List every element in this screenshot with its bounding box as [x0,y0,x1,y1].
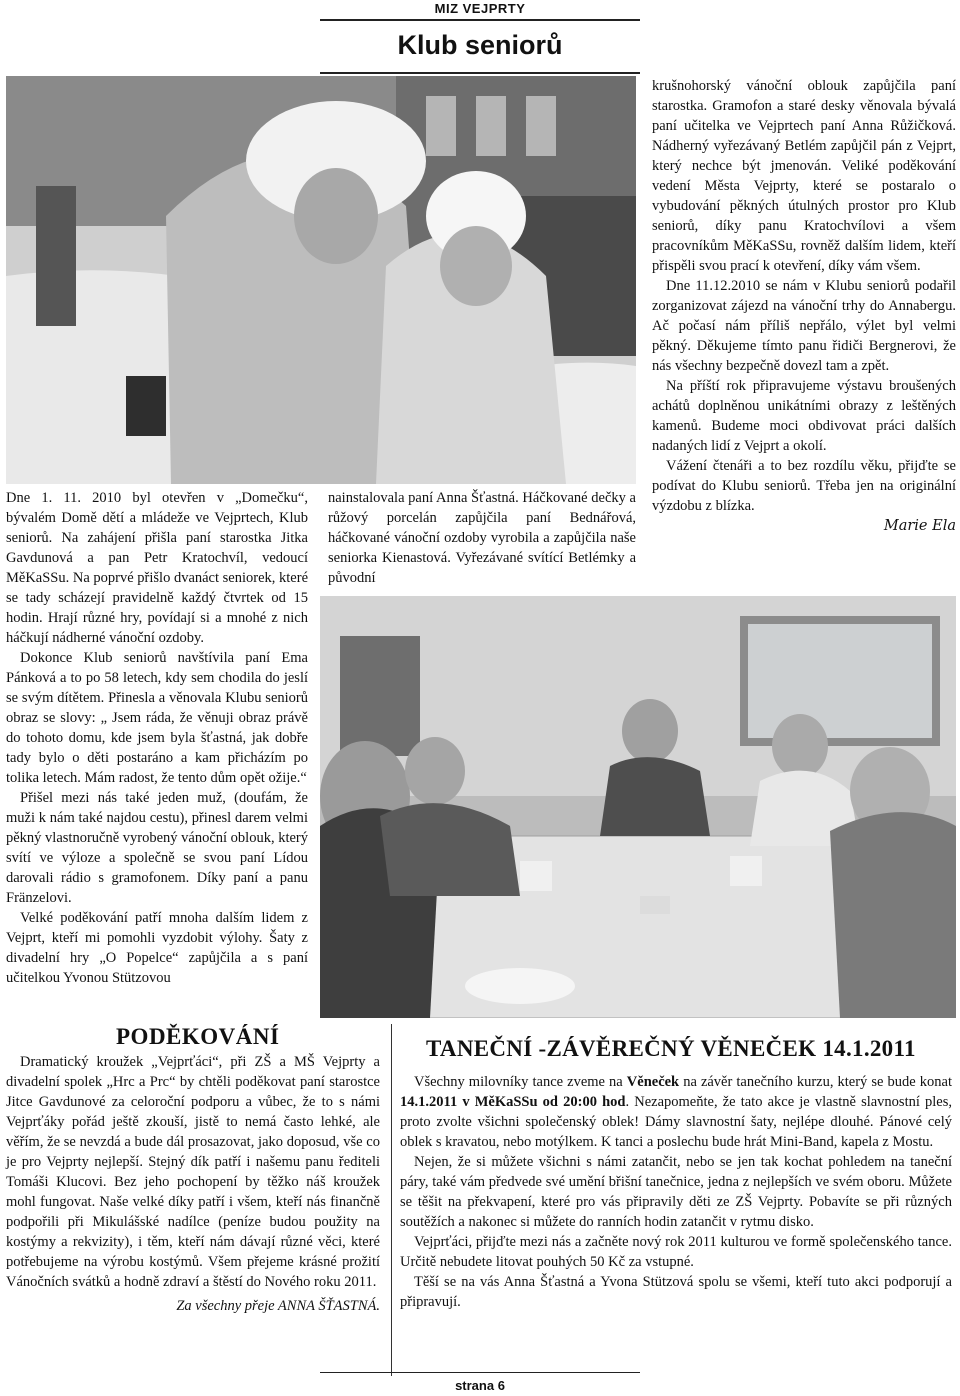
dance-paragraph: Nejen, že si můžete všichni s námi zatančit, nebo se jen tak kochat pohledem na taneční páry, také vám předvede své umění břišní tanečnice, jedna z nejlepších ve svém oboru. Můžete se těšit na překvapení, které pro vás připravily děti ze ZŠ Vejprty. Pobavíte se při různých soutěžích a nakonec si můžete do ranních hodin zatančit v rytmu disko. [400,1154,952,1230]
page-number: strana 6 [455,1378,505,1393]
author-signature: Marie Ela [883,518,956,534]
column-divider [391,1024,392,1376]
page-header-label: MIZ VEJPRTY [434,1,526,16]
thanks-article [6,1024,380,1370]
photo-seniors-winter-walk [6,76,636,484]
article-column-1 [6,488,308,1018]
article-column-2 [328,488,636,592]
article-paragraph: nainstalovala paní Anna Šťastná. Háčkované dečky a růžový porcelán zapůjčila paní Bednářová, háčkované vánoční ozdoby vyrobila a zapůjčila naše seniorka Kienastová. Vyřezávané svítící Betlémky a původní [328,490,636,586]
article-column-3 [652,76,956,592]
dance-paragraph: Vejprťáci, přijďte mezi nás a začněte nový rok 2011 kulturou ve formě společenského tance. Určitě nebudete litovat pouhých 50 Kč za vstupné. [400,1234,952,1270]
article-paragraph: Dne 1. 11. 2010 byl otevřen v „Domečku“, bývalém Domě dětí a mládeže ve Vejprtech, Klub seniorů. Na zahájení přišla paní starostka Jitka Gavdunová a pan Petr Kratochvíl, vedoucí MěKaSSu. Na poprvé přišlo dvanáct seniorek, které se tady scházejí pravidelně každý čtvrtek od 15 hodin. Hrají různé hry, povídají si a mnohé z nich háčkují nádherné vánoční ozdoby. [6,490,309,646]
section-title: Klub seniorů [397,30,563,60]
thanks-signature: Za všechny přeje ANNA ŠŤASTNÁ. [176,1298,380,1314]
thanks-title: PODĚKOVÁNÍ [116,1024,280,1049]
dance-paragraph: Těší se na vás Anna Šťastná a Yvona Stützová spolu se všemi, kteří tuto akci podporují a připravují. [400,1274,952,1310]
article-paragraph: Na příští rok připravujeme výstavu broušených achátů doplněnou unikátními obrazy z leštěných kamenů. Budeme moci obdivovat práci dalších nadaných lidí z Vejprt a okolí. [652,378,956,454]
dance-title: TANEČNÍ -ZÁVĚREČNÝ VĚNEČEK 14.1.2011 [426,1036,916,1061]
dance-article [400,1036,952,1372]
photo-seniors-at-table [320,596,956,1018]
title-rule [320,72,640,74]
article-paragraph: Dne 11.12.2010 se nám v Klubu seniorů podařil zorganizovat zájezd na vánoční trhy do Annabergu. Ač počasí nám příliš nepřálo, výlet byl velmi pěkný. Děkujeme tímto panu řidiči Bergnerovi, že nás všechny bezpečně dovezl tam a zpět. [652,278,956,374]
article-paragraph: Dokonce Klub seniorů navštívila paní Ema Pánková a to po 58 letech, kdy sem chodila do jeslí se svým dítětem. Přinesla a věnovala Klubu seniorů obraz se slovy: „ Jsem ráda, že věnuji obraz právě do tohoto domu, kde jsem byla šťastná, jak dobře tady bylo o děti postaráno a kam přicházím po tolika letech. Mám radost, že tento dům opět ožije.“ [6,650,308,786]
footer-rule [320,1372,640,1373]
article-paragraph: krušnohorský vánoční oblouk zapůjčila paní starostka. Gramofon a staré desky věnovala bývalá paní učitelka ve Vejprtech paní Anna Růžičková. Nádherný vyřezávaný Betlém zapůjčil pán z Vejprt, který nechce být jmenován. Veliké poděkování vedení Města Vejprty, které se postaralo o vybudování pěkných útulných prostor pro Klub seniorů, díky panu Kratochvílovi a všem pracovníkům MěKaSSu, rovněž dalším lidem, kteří přispěli svou prací k otevření, díky vám všem. [652,78,956,274]
dance-paragraph: Všechny milovníky tance zveme na Věneček na závěr tanečního kurzu, který se bude konat 14.1.2011 v MěKaSSu od 20:00 hod. Nezapomeňte, že tato akce je vlastně slavnostní ples, proto zvolte všichni společenský oblek! Dámy slavnostní šaty, nejlépe dlouhé. Pánové celý oblek s kravatou, nebo motýlkem. K tanci a poslechu bude hrát Mini-Band, kapela z Mostu. [400,1074,952,1150]
header-rule [320,19,640,21]
thanks-body: Dramatický kroužek „Vejprťáci“, při ZŠ a MŠ Vejprty a divadelní spolek „Hrc a Prc“ by chtěli poděkovat paní starostce Jitce Gavdunové za celoroční podporu a vůbec, že to s námi Vejprťáky pořád ještě zkouší, jistě to nemá často lehké, ale věřím, že se nevzdá a bude dál prosazovat, jako doposud, vše co je pro Vejprty nejlepší. Stejný dík patří i našemu panu řediteli Tomáši Klucovi. Bez jeho pochopení by těžko náš kroužek mohl fungovat. Naše velké díky patří i všem, kteří nás finančně podpořili při Mikulášské nadílce (peníze budou použity na kostýmy a rekvizity), i těm, kteří nám dávají různé věci, které potřebujeme na výrobu kostýmů. Všem přejeme krásné prožití Vánočních svátků a hodně zdraví a štěstí do Nového roku 2011. [6,1054,380,1290]
article-paragraph: Přišel mezi nás také jeden muž, (doufám, že muži k nám také najdou cestu), přinesl darem velmi pěkný vlastnoručně vyrobený vánoční oblouk, který svítí ve výloze a společně se svou paní Lídou darovali rádio s gramofonem. Díky paní a panu Fränzelovi. [6,790,309,906]
article-paragraph: Vážení čtenáři a to bez rozdílu věku, přijďte se podívat do Klubu seniorů. Třeba jen na originální výzdobu z blízka. [652,458,956,514]
article-paragraph: Velké poděkování patří mnoha dalším lidem z Vejprt, kteří mi pomohli vyzdobit výlohy. Šaty z divadelní hry „O Popelce“ zapůjčila a s paní učitelkou Yvonou Stützovou [6,910,308,986]
